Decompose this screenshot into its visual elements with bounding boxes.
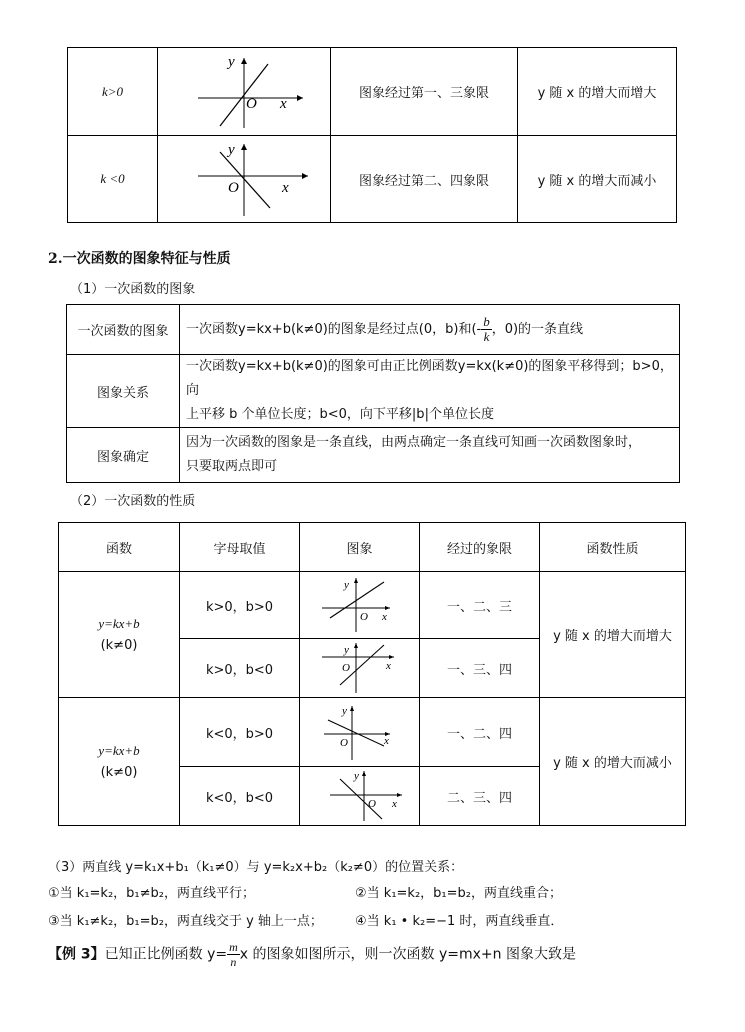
y-axis-label: y — [228, 142, 235, 158]
fraction-numerator: b — [483, 314, 490, 329]
line-text-a: 一次函数y=kx+b(k≠0)的图象是经过点(0，b)和(- — [186, 322, 482, 337]
graph-cell — [300, 698, 420, 767]
function-condition: (k≠0) — [100, 764, 138, 780]
line-text-b: ，0)的一条直线 — [491, 322, 584, 337]
graph-decreasing — [158, 136, 330, 222]
header-graph: 图象 — [300, 523, 420, 572]
function-condition: (k≠0) — [100, 637, 138, 653]
example-fraction — [227, 940, 240, 969]
x-axis-label: x — [384, 735, 389, 747]
y-axis-label: y — [342, 705, 347, 717]
graph-cell — [158, 136, 331, 223]
quadrant-cell: 图象经过第二、四象限 — [331, 136, 518, 223]
graph-cell — [300, 572, 420, 639]
header-quadrants: 经过的象限 — [420, 523, 540, 572]
fraction-numerator: m — [229, 940, 238, 954]
function-formula: y=kx+b — [98, 615, 140, 631]
line-2: 上平移 b 个单位长度；b<0，向下平移|b|个单位长度 — [186, 407, 494, 422]
property-cell: y 随 x 的增大而增大 — [540, 572, 686, 698]
y-axis-label: y — [228, 54, 235, 70]
line-2: 只要取两点即可 — [186, 459, 278, 474]
x-axis-label: x — [280, 96, 287, 112]
cond-cell: k <0 — [68, 136, 158, 223]
x-axis-label: x — [282, 180, 289, 196]
origin-label: O — [360, 611, 368, 623]
graph-k-pos-b-neg — [300, 639, 419, 697]
origin-label: O — [228, 180, 239, 196]
function-formula: y=kx+b — [98, 742, 140, 758]
x-axis-label: x — [392, 798, 397, 810]
x-axis-label: x — [386, 660, 391, 672]
header-property: 函数性质 — [540, 523, 686, 572]
header-letters: 字母取值 — [180, 523, 300, 572]
graph-cell — [300, 639, 420, 698]
slope-table — [67, 47, 677, 223]
row-label: 图象关系 — [67, 355, 180, 428]
row-label: 图象确定 — [67, 428, 180, 483]
row-label: 一次函数的图象 — [67, 305, 180, 355]
y-axis-label: y — [354, 770, 359, 782]
quadrant-cell: 一、二、四 — [420, 698, 540, 767]
case-parallel: ①当 k₁=k₂，b₁≠b₂，两直线平行； — [48, 886, 255, 901]
quadrant-cell: 一、二、三 — [420, 572, 540, 639]
origin-label: O — [340, 737, 348, 749]
function-cell — [59, 572, 180, 698]
row-content — [180, 305, 680, 355]
fraction-denominator: k — [483, 329, 490, 344]
y-axis-label: y — [344, 644, 349, 656]
letters-cell: k>0，b<0 — [180, 639, 300, 698]
y-axis-label: y — [344, 579, 349, 591]
graph-k-pos-b-pos — [300, 572, 419, 638]
function-cell — [59, 698, 180, 826]
graph-k-neg-b-pos — [300, 698, 419, 766]
x-axis-label: x — [382, 611, 387, 623]
graph-cell — [300, 767, 420, 826]
property-cell: y 随 x 的增大而增大 — [518, 48, 677, 136]
graph-features-table — [66, 304, 680, 483]
quadrant-cell: 图象经过第一、三象限 — [331, 48, 518, 136]
case-coincide: ②当 k₁=k₂，b₁=b₂，两直线重合； — [355, 886, 562, 901]
letters-cell: k<0，b<0 — [180, 767, 300, 826]
fraction-denominator: n — [230, 955, 237, 969]
quadrant-cell: 二、三、四 — [420, 767, 540, 826]
example-3 — [48, 940, 576, 969]
case-perpendicular: ④当 k₁ • k₂=−1 时，两直线垂直． — [355, 914, 564, 929]
origin-label: O — [246, 96, 257, 112]
example-text-a: 已知正比例函数 y= — [104, 946, 228, 963]
example-tag: 【例 3】 — [48, 946, 105, 963]
quadrant-cell: 一、三、四 — [420, 639, 540, 698]
relation-intro: （3）两直线 y=k₁x+b₁（k₁≠0）与 y=k₂x+b₂（k₂≠0）的位置关系： — [48, 860, 464, 875]
case-intersect: ③当 k₁≠k₂，b₁=b₂，两直线交于 y 轴上一点； — [48, 914, 323, 929]
line-1: 一次函数y=kx+b(k≠0)的图象可由正比例函数y=kx(k≠0)的图象平移得到；b>0，向 — [186, 359, 673, 398]
letters-cell: k<0，b>0 — [180, 698, 300, 767]
graph-increasing — [158, 48, 330, 135]
fraction — [481, 315, 492, 344]
subheading-graph: （1）一次函数的图象 — [70, 282, 196, 297]
property-cell: y 随 x 的增大而减小 — [518, 136, 677, 223]
section-heading: 2.一次函数的图象特征与性质 — [48, 251, 231, 267]
letters-cell: k>0，b>0 — [180, 572, 300, 639]
header-function: 函数 — [59, 523, 180, 572]
property-cell: y 随 x 的增大而减小 — [540, 698, 686, 826]
origin-label: O — [368, 798, 376, 810]
line-1: 因为一次函数的图象是一条直线，由两点确定一条直线可知画一次函数图象时， — [186, 435, 642, 450]
row-content — [180, 355, 680, 428]
graph-k-neg-b-neg — [300, 767, 419, 825]
row-content — [180, 428, 680, 483]
origin-label: O — [342, 662, 350, 674]
subheading-properties: （2）一次函数的性质 — [70, 494, 196, 509]
graph-cell — [158, 48, 331, 136]
example-text-b: x 的图象如图所示，则一次函数 y=mx+n 图象大致是 — [239, 946, 576, 963]
properties-table — [58, 522, 686, 826]
cond-cell: k>0 — [68, 48, 158, 136]
